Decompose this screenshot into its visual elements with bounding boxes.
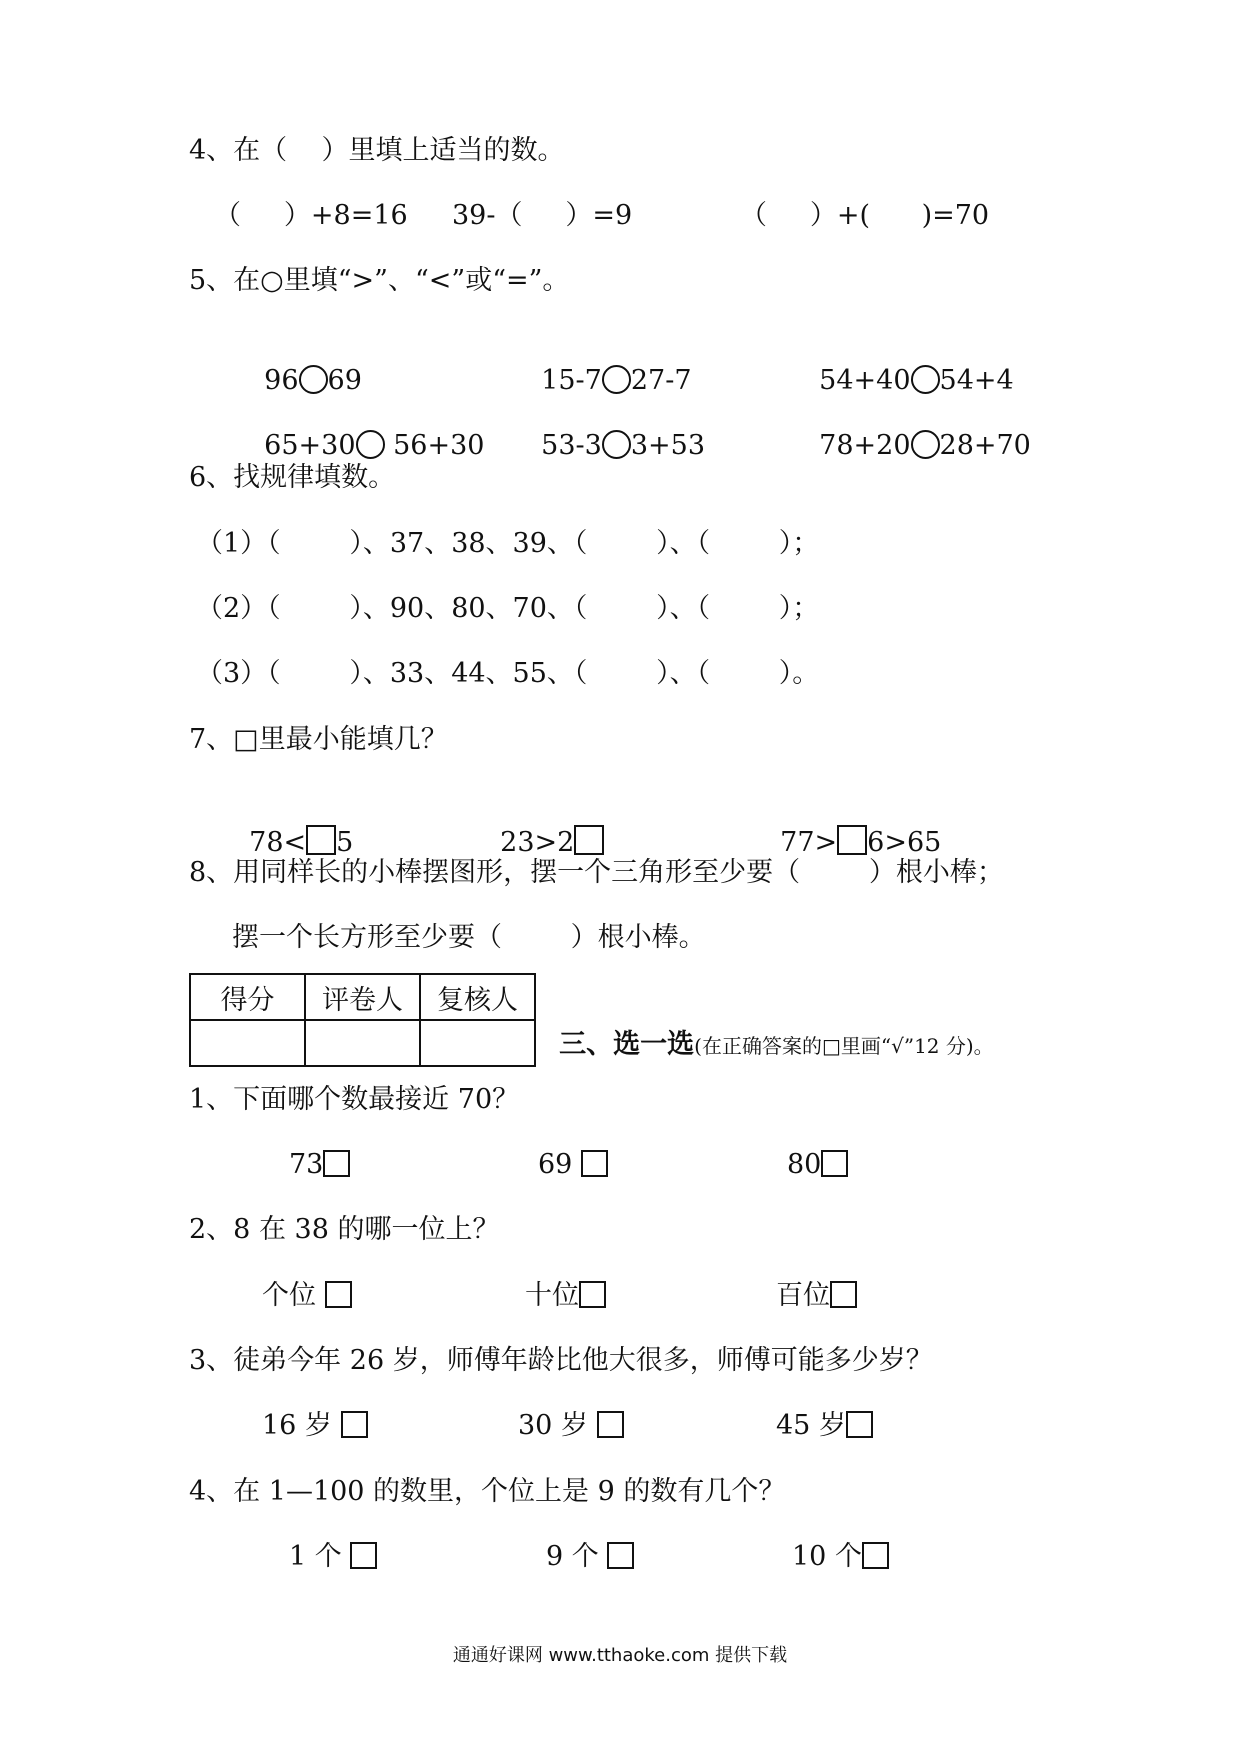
checkbox[interactable]	[597, 1411, 624, 1438]
checkbox[interactable]	[341, 1411, 368, 1438]
choice-option	[792, 1540, 889, 1574]
choice-option	[289, 1148, 350, 1182]
option-label: 45 岁	[776, 1410, 846, 1441]
q5-left: 15-7	[541, 365, 602, 396]
choice-question-4: 4、在 1—100 的数里，个位上是 9 的数有几个？	[189, 1476, 786, 1507]
choice-option	[262, 1409, 368, 1443]
q7-before: 23>2	[500, 827, 575, 858]
choice-question-3: 3、徒弟今年 26 岁，师傅年龄比他大很多，师傅可能多少岁？	[189, 1345, 933, 1376]
grader-cell[interactable]	[305, 1020, 420, 1066]
checkbox[interactable]	[581, 1150, 608, 1177]
q4-item-2: 39-（ ）=9	[452, 200, 633, 231]
compare-circle[interactable]	[356, 430, 385, 459]
section-3-note: (在正确答案的□里画“√”12 分)。	[694, 1034, 994, 1058]
q5-compare-5	[524, 395, 705, 463]
checkbox[interactable]	[846, 1411, 873, 1438]
checkbox[interactable]	[821, 1150, 848, 1177]
compare-circle[interactable]	[299, 365, 328, 394]
q5-left: 54+40	[819, 365, 911, 396]
q7-after: 6>65	[867, 827, 942, 858]
q5-compare-6	[802, 395, 1031, 463]
q8-line-1: 8、用同样长的小棒摆图形，摆一个三角形至少要（ ）根小棒；	[189, 857, 1004, 888]
answer-box[interactable]	[306, 825, 336, 855]
q7-item-2	[483, 791, 604, 860]
compare-circle[interactable]	[911, 430, 940, 459]
grader-header: 评卷人	[305, 974, 420, 1020]
reviewer-header: 复核人	[420, 974, 535, 1020]
q6-row-2: （2）（ ）、90、80、70、（ ）、（ ）；	[196, 593, 820, 624]
choice-option	[776, 1409, 873, 1443]
option-label: 1 个	[289, 1541, 351, 1572]
option-label: 百位	[776, 1280, 830, 1311]
checkbox[interactable]	[862, 1542, 889, 1569]
q6-title: 6、找规律填数。	[189, 462, 396, 493]
compare-circle[interactable]	[602, 365, 631, 394]
q5-left: 53-3	[541, 430, 602, 461]
q7-item-1	[232, 791, 353, 860]
choice-option	[518, 1409, 624, 1443]
q5-title: 5、在○里填“>”、“<”或“=”。	[189, 265, 570, 296]
checkbox[interactable]	[350, 1542, 377, 1569]
q8-line-2: 摆一个长方形至少要（ ）根小棒。	[232, 922, 706, 953]
q4-title: 4、在（ ）里填上适当的数。	[189, 135, 565, 166]
q6-row-1: （1）（ ）、37、38、39、（ ）、（ ）；	[196, 528, 820, 559]
score-cell[interactable]	[190, 1020, 305, 1066]
checkbox[interactable]	[830, 1281, 857, 1308]
choice-option	[262, 1279, 352, 1313]
q4-item-3: （ ）+( )=70	[740, 200, 990, 231]
q5-right: 54+4	[939, 365, 1014, 396]
choice-option	[787, 1148, 848, 1182]
checkbox[interactable]	[323, 1150, 350, 1177]
q5-right: 3+53	[630, 430, 706, 461]
choice-option	[776, 1279, 857, 1313]
section-3-heading	[549, 1003, 994, 1061]
q6-row-3: （3）（ ）、33、44、55、（ ）、（ ）。	[196, 658, 820, 689]
option-label: 个位	[262, 1280, 325, 1311]
answer-box[interactable]	[574, 825, 604, 855]
option-label: 16 岁	[262, 1410, 341, 1441]
option-label: 9 个	[546, 1541, 608, 1572]
choice-option	[538, 1148, 608, 1182]
checkbox[interactable]	[325, 1281, 352, 1308]
q5-right: 69	[327, 365, 362, 396]
option-label: 30 岁	[518, 1410, 597, 1441]
footer-text: 通通好课网 www.tthaoke.com 提供下载	[452, 1645, 788, 1666]
score-table	[189, 973, 536, 1067]
q5-compare-2	[524, 330, 692, 398]
option-label: 十位	[525, 1280, 579, 1311]
q7-after: 5	[336, 827, 354, 858]
q5-left: 78+20	[819, 430, 911, 461]
q5-compare-4	[247, 395, 484, 463]
checkbox[interactable]	[579, 1281, 606, 1308]
q5-compare-1	[247, 330, 362, 398]
section-3-title: 三、选一选	[559, 1029, 695, 1060]
score-header: 得分	[190, 974, 305, 1020]
option-label: 73	[289, 1149, 324, 1180]
compare-circle[interactable]	[602, 430, 631, 459]
option-label: 69	[538, 1149, 581, 1180]
q5-right: 56+30	[384, 430, 485, 461]
answer-box[interactable]	[837, 825, 867, 855]
q5-left: 96	[264, 365, 299, 396]
choice-option	[289, 1540, 377, 1574]
option-label: 10 个	[792, 1541, 862, 1572]
q5-compare-3	[802, 330, 1014, 398]
q5-right: 27-7	[630, 365, 692, 396]
q5-right: 28+70	[939, 430, 1031, 461]
q7-before: 78<	[249, 827, 307, 858]
checkbox[interactable]	[607, 1542, 634, 1569]
q7-before: 77>	[780, 827, 838, 858]
choice-question-2: 2、8 在 38 的哪一位上？	[189, 1214, 500, 1245]
q5-left: 65+30	[264, 430, 356, 461]
choice-option	[546, 1540, 634, 1574]
q4-item-1: （ ）+8=16	[214, 200, 408, 231]
choice-question-1: 1、下面哪个数最接近 70？	[189, 1084, 520, 1115]
q7-item-3	[763, 791, 941, 860]
choice-option	[525, 1279, 606, 1313]
reviewer-cell[interactable]	[420, 1020, 535, 1066]
compare-circle[interactable]	[911, 365, 940, 394]
q7-title: 7、□里最小能填几？	[189, 724, 448, 755]
option-label: 80	[787, 1149, 822, 1180]
